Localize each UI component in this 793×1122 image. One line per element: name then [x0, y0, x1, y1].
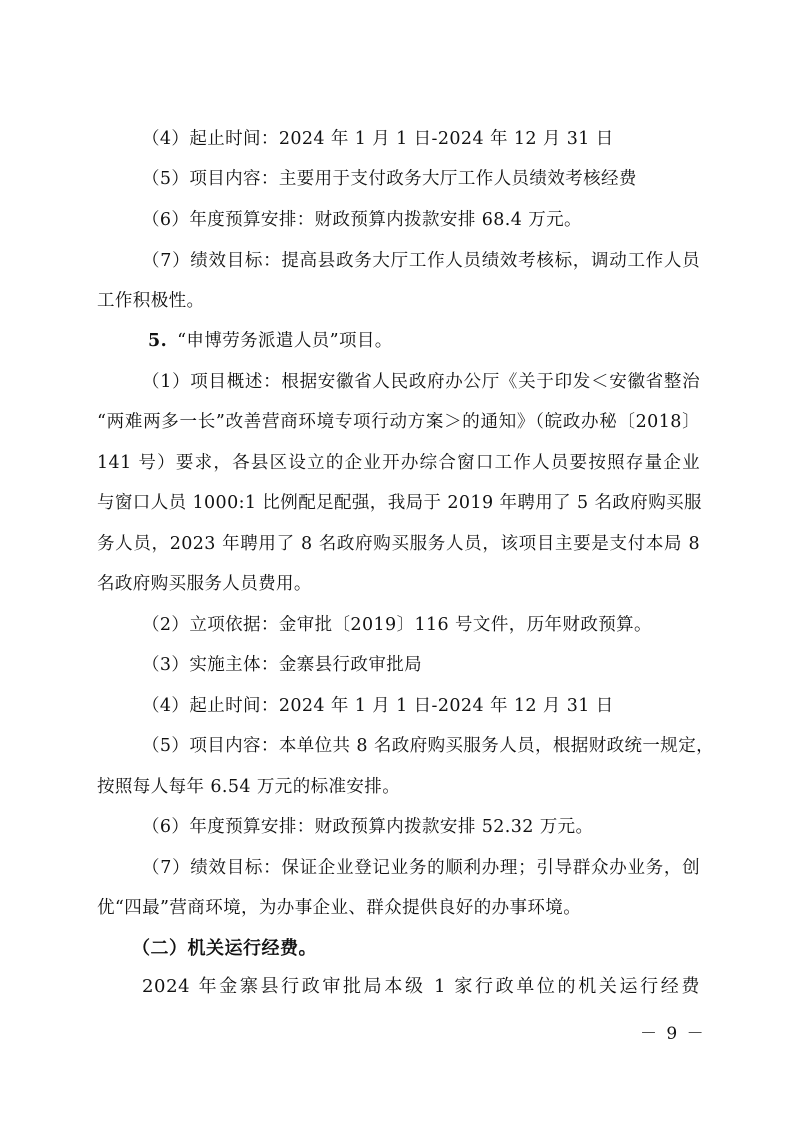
paragraph-line: 按照每人每年 6.54 万元的标准安排。	[97, 777, 401, 797]
section-heading-2: （二）机关运行经费。	[132, 938, 317, 959]
paragraph-line: （6）年度预算安排：财政预算内拨款安排 52.32 万元。	[142, 817, 594, 837]
paragraph-line: 工作积极性。	[97, 291, 205, 311]
paragraph-line: 名政府购买服务人员费用。	[97, 574, 312, 594]
paragraph-line: （1）项目概述：根据安徽省人民政府办公厅《关于印发＜安徽省整治	[142, 372, 700, 392]
paragraph-line: （5）项目内容：主要用于支付政务大厅工作人员绩效考核经费	[142, 169, 637, 189]
paragraph-line: （5）项目内容：本单位共 8 名政府购买服务人员，根据财政统一规定，	[142, 736, 714, 756]
paragraph-line: （6）年度预算安排：财政预算内拨款安排 68.4 万元。	[142, 210, 582, 230]
section-title: “申博劳务派遣人员”项目。	[177, 331, 393, 351]
paragraph-line: 与窗口人员 1000:1 比例配足配强，我局于 2019 年聘用了 5 名政府购买服	[97, 493, 702, 513]
paragraph-line: 2024 年金寨县行政审批局本级 1 家行政单位的机关运行经费	[142, 976, 700, 997]
paragraph-line: 务人员，2023 年聘用了 8 名政府购买服务人员，该项目主要是支付本局 8	[97, 534, 700, 554]
paragraph-line: 优“四最”营商环境，为办事企业、群众提供良好的办事环境。	[97, 898, 582, 918]
paragraph-line: （2）立项依据：金审批〔2019〕116 号文件，历年财政预算。	[142, 615, 652, 635]
paragraph-line: （4）起止时间：2024 年 1 月 1 日-2024 年 12 月 31 日	[142, 696, 614, 716]
section-number: 5.	[148, 331, 168, 351]
paragraph-line: （7）绩效目标：保证企业登记业务的顺利办理；引导群众办业务，创	[142, 858, 700, 878]
paragraph-line: （3）实施主体：金寨县行政审批局	[142, 655, 423, 675]
paragraph-line: 141 号）要求，各县区设立的企业开办综合窗口工作人员要按照存量企业	[97, 453, 700, 473]
section-heading-5	[148, 330, 706, 352]
paragraph-line: （4）起止时间：2024 年 1 月 1 日-2024 年 12 月 31 日	[142, 129, 614, 149]
page-number: － 9 －	[640, 1024, 706, 1044]
paragraph-line: “两难两多一长”改善营商环境专项行动方案＞的通知》（皖政办秘〔2018〕	[97, 412, 700, 432]
paragraph-line: （7）绩效目标：提高县政务大厅工作人员绩效考核标，调动工作人员	[142, 251, 700, 271]
